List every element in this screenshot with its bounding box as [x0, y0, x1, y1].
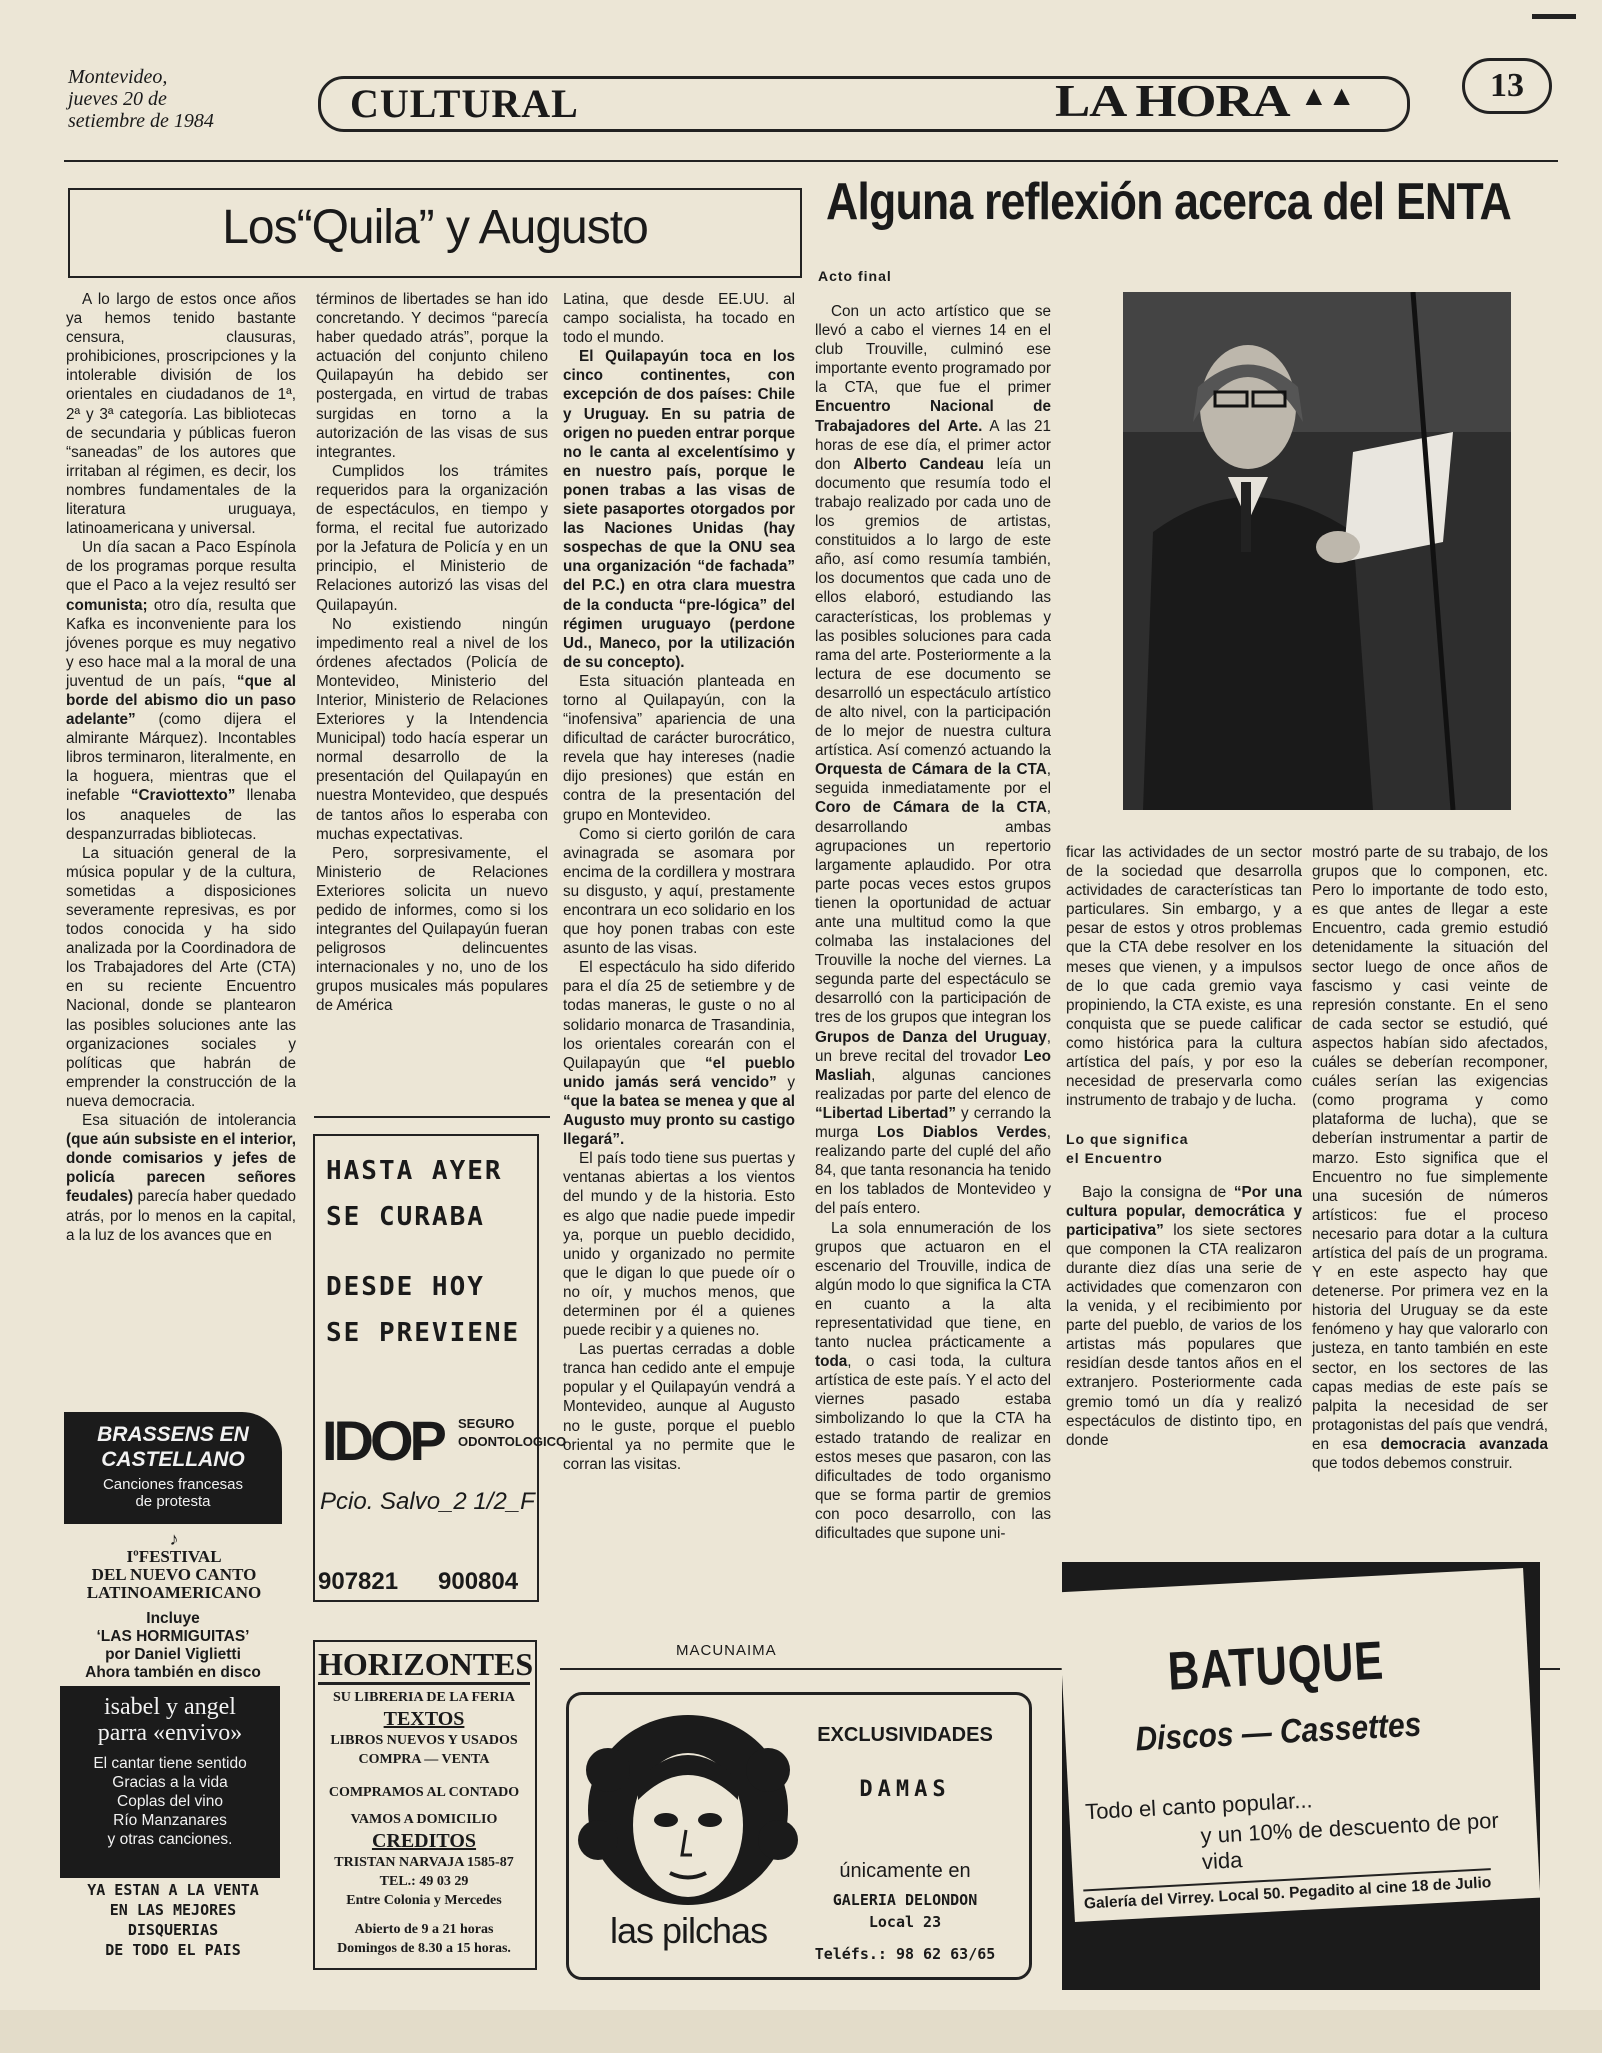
dateline-day: jueves 20 de: [68, 88, 167, 110]
photo-alberto-candeau: [1123, 292, 1511, 810]
paragraph: términos de libertades se han ido concretando. Y decimos “parecía haber quedado atrás”, porque la actuación del conjunto chileno Quilapayún ha debido ser postergada, en virtud de trabas surgidas en torno a la autorización de las visas de sus integrantes.: [316, 291, 548, 461]
paragraph: Con un acto artístico que se llevó a cabo el viernes 14 en el club Trouville, culminó ese importante evento programado por la CTA, que fue el primer Encuentro Nacional de Trabajadores del Arte. A las 21 horas de ese día, el primer actor don Alberto Candeau leía un documento que resumía todo el trabajo realizado por cada uno de los gremios de artistas, constituidos a lo largo de este año, así como resumía también, los documentos que cada uno de ellos elaboró, estudiando las características, los problemas y las posibles soluciones para cada rama del arte. Posteriormente a la lectura de ese documento se desarrolló un espectáculo artístico de alto nivel, con la participación de lo mejor de nuestra cultura artística. Así comenzó actuando la Orquesta de Cámara de la CTA, seguida inmediatamente por el Coro de Cámara de la CTA, desarrollando ambas agrupaciones un repertorio largamente aplaudido. Por otra parte pocas veces estos grupos tienen la oportunidad de actuar ante una multitud como la que colmaba las instalaciones del Trouville la noche del viernes. La segunda parte del espectáculo se desarrolló con la participación de tres de los grupos que integran los Grupos de Danza del Uruguay, un breve recital del trovador Leo Masliah, algunas canciones realizadas por parte del elenco de “Libertad Libertad” y cerrando la murga Los Diablos Verdes, realizando parte del cuplé del año 84, que tanta resonancia ha tenido en los tablados de Montevideo y del país entero.: [815, 303, 1052, 1218]
speaker-photo-illustration: [1123, 292, 1511, 810]
header-rule: [64, 160, 1558, 162]
ad-brassens: [64, 1412, 282, 1524]
pilchas-woman-illustration: [578, 1710, 798, 1932]
masthead-arrows-icon: ▲▲: [1300, 80, 1356, 111]
page-number: 13: [1462, 58, 1552, 114]
paragraph: La sola ennumeración de los grupos que actuaron en el escenario del Trouville, indica de algún modo lo que significa la CTA en cuanto a la alta representatividad que tiene, en tanto nuclea prácticamente a toda, o casi toda, la cultura artística de este país. Y el acto del viernes pasado estaba simbolizando lo que la CTA ha estado tratando de realizar en estos meses que pasaron, con las dificultades de todo organismo que se forma partir de gremios con poco desarrollo, con las dificultades que supone uni-: [815, 1219, 1051, 1542]
paragraph: Como si cierto gorilón de cara avinagrada se asomara por encima de la cordillera y mostrara su disgusto, y aquí, prestamente encontrara un eco solidario en los que hoy ponen trabas con este asunto de las visas.: [563, 825, 795, 958]
section-title: CULTURAL: [350, 81, 579, 126]
byline: MACUNAIMA: [676, 1642, 777, 1659]
idop-phone-2: 900804: [438, 1568, 519, 1595]
paragraph: El Quilapayún toca en los cinco continentes, con excepción de dos países: Chile y Uruguay. En su patria de origen no pueden entrar porque no le canta al excelentísimo y en nuestro país, porque le ponen trabas a las visas de siete pasaportes otorgados por las Naciones Unidas (hay sospechas de que la ONU sea una organización “de fachada” del P.C.) en otra clara muestra de la conducta “pre-lógica” del régimen uruguayo (perdone Ud., Maneco, por la utilización de su concepto).: [563, 348, 796, 671]
brassens-includes: Incluye ‘LAS HORMIGUITAS’ por Daniel Viglietti Ahora también en disco: [85, 1610, 261, 1681]
idop-logo: IDOP: [322, 1409, 443, 1472]
horizontes-details: SU LIBRERIA DE LA FERIA TEXTOS LIBROS NUEVOS Y USADOS COMPRA — VENTA COMPRAMOS AL CONTADO VAMOS A DOMICILIO CREDITOS TRISTAN NARVAJA 1585-87 TEL.: 49 03 29 Entre Colonia y Mercedes Abierto de 9 a 21 horas Domingos de 8.30 a 15 horas.: [328, 1690, 520, 1956]
parra-title: isabel y angel parra «envivo»: [97, 1694, 243, 1746]
paragraph: El país todo tiene sus puertas y ventanas abiertas a los vientos del mundo y de la historia. Esto es algo que nadie puede impedir ya, porque un pueblo decidido, unido y organizado no permite que le digan lo que puede oír o no oír, y muchos menos, que determinen por él a quienes puede recibir y a quienes no.: [563, 1150, 795, 1340]
article2-column-1: [815, 302, 1051, 1543]
paragraph: El espectáculo ha sido diferido para el día 25 de setiembre y de todas maneras, le guste o no al solidario monarca de Trasandinia, los orientales corearán con el Quilapayún que “el pueblo unido jamás será vencido” y “que la batea se menea y que al Augusto muy pronto su castigo llegará”.: [563, 959, 795, 1149]
article1-column-3: [563, 290, 795, 1474]
paragraph: Pero, sorpresivamente, el Ministerio de Relaciones Exteriores solicita un nuevo pedido de informes, como si los integrantes del Quilapayún fueran peligrosos delincuentes internacionales y no, uno de los grupos musicales más populares de América: [316, 844, 548, 1015]
batuque-address: Galería del Virrey. Local 50. Pegadito al cine 18 de Julio: [1083, 1868, 1491, 1913]
idop-address: Pcio. Salvo_2 1/2_F: [320, 1488, 535, 1515]
article2-subhead-acto: Acto final: [818, 268, 892, 284]
top-corner-mark: [1532, 14, 1576, 19]
festival-guitar-icon: ♪: [169, 1529, 179, 1549]
ad-isabel-angel-parra: [60, 1686, 280, 1878]
parra-footer: YA ESTAN A LA VENTA EN LAS MEJORES DISQUERIAS DE TODO EL PAIS: [87, 1881, 259, 1959]
batuque-line-2: y un 10% de descuento de por vida: [1199, 1807, 1500, 1875]
column-divider: [314, 1116, 550, 1118]
dateline-month: setiembre de 1984: [68, 110, 214, 132]
article1-column-1: [66, 290, 296, 1245]
idop-phone-1: 907821: [318, 1568, 399, 1595]
idop-tagline: SEGURO ODONTOLOGICO: [458, 1416, 567, 1449]
paragraph: Cumplidos los trámites requeridos para la organización de espectáculos, en tiempo y forma, el recital fue autorizado por la Jefatura de Policía y en un principio, el Ministerio de Relaciones autorizó las visas del Quilapayún.: [316, 462, 548, 614]
article1-column-2: [316, 290, 548, 1016]
horizontes-title: HORIZONTES: [318, 1646, 530, 1685]
batuque-line-1: Todo el canto popular...: [1084, 1787, 1314, 1825]
paragraph: La situación general de la música popular y de la cultura, sometidas a disposiciones severamente represivas, es por todos conocida y ha sido analizada por la Coordinadora de los Trabajadores del Arte (CTA) en su reciente Encuentro Nacional, donde se plantearon las posibles soluciones ante las organizaciones sociales y políticas que habrán de emprender la construcción de la nueva democracia.: [66, 844, 296, 1110]
dateline: [68, 66, 214, 132]
paragraph: mostró parte de su trabajo, de los grupos que lo componen, etc. Pero lo importante de todo esto, es que antes de llegar a este Encuentro, cada gremio estudió detenidamente la situación del sector luego de once años de fascismo y casi veinte de represión constante. En el seno de cada sector se estudió, qué aspectos habían sido afectados, cuáles se deberían recomponer, cuáles serían las exigencias (como programa y como plataforma de lucha), que se deberían instrumentar a partir de marzo. Esto significa que el Encuentro no fue simplemente una sucesión de números artísticos: fue el proceso necesario para dotar a la cultura artística del país de un programa. Y en este aspecto hay que detenerse. Por primera vez en la historia del Uruguay se da este fenómeno y hay que valorarlo con justeza, en tanto también en este sector, en los sectores de las capas medias de este país se palpita la necesidad de ser protagonistas del país que vendrá, en esa democracia avanzada que todos debemos construir.: [1312, 844, 1548, 1472]
paragraph: Esa situación de intolerancia (que aún subsiste en el interior, donde comisarios y jefes de policía parecen señores feudales) parecía haber quedado atrás, por lo menos en la capital, a la luz de los avances que en: [66, 1112, 296, 1244]
page-bottom-edge: [0, 2010, 1602, 2053]
article2-column-2: [1066, 843, 1302, 1450]
dateline-city: Montevideo,: [68, 66, 168, 88]
pilchas-text: EXCLUSIVIDADES DAMAS únicamente en GALERIA DELONDON Local 23 Teléfs.: 98 62 63/65: [814, 1724, 996, 1963]
pilchas-portrait: [578, 1710, 798, 1932]
masthead-logo: LA HORA: [1055, 75, 1290, 126]
batuque-title: BATUQUE: [1166, 1630, 1386, 1702]
parra-songs: El cantar tiene sentido Gracias a la vida Coplas del vino Río Manzanares y otras canciones.: [93, 1755, 247, 1848]
pilchas-brand: las pilchas: [610, 1910, 768, 1951]
festival-logo: ♪ IºFESTIVAL DEL NUEVO CANTO LATINOAMERICANO: [66, 1530, 282, 1602]
article2-column-3: [1312, 843, 1548, 1473]
paragraph: ficar las actividades de un sector de la sociedad que desarrolla actividades de características tan particulares. Sin embargo, y a pesar de estos y otros problemas que la CTA debe resolver en los meses que vienen, y a impulsos de lo que cada gremio vaya propiniendo, la CTA existe, es una conquista que se puede calificar como histórica para la cultura artística del país, y por eso la necesidad de preservarla como instrumento de trabajo y de lucha.: [1066, 844, 1302, 1110]
article1-title: Los“Quila” y Augusto: [222, 201, 648, 254]
paragraph: Bajo la consigna de “Por una cultura popular, democrática y participativa” los siete sectores que componen la CTA realizaron durante diez días una serie de actividades que comenzaron con la venida, y el recibimiento por parte del pueblo, de varios de los artistas más populares que residían desde tantos años en el extranjero. Posteriormente cada gremio tomó un día y realizó espectáculos de distinto tipo, en donde: [1066, 1183, 1302, 1449]
paragraph: A lo largo de estos once años ya hemos tenido bastante censura, clausuras, prohibiciones, proscripciones y la intolerable división de los orientales en ciudadanos de 1ª, 2ª y 3ª categoría. Las bibliotecas de secundaria y públicas fueron “saneadas” de los autores que irritaban al régimen, es decir, los nombres fundamentales de la literatura uruguaya, latinoamericana y universal.: [66, 291, 296, 538]
paragraph: Esta situación planteada en torno al Quilapayún, con la “inofensiva” apariencia de una dificultad de carácter burocrático, revela que hay intereses (nadie dijo presiones) que están en contra de la presentación del grupo en Montevideo.: [563, 672, 795, 824]
paragraph: Un día sacan a Paco Espínola de los programas porque resulta que el Paco a la vejez resultó ser comunista; otro día, resulta que Kafka es inconveniente para los jóvenes porque es muy negativo y eso hace mal a la moral de una juventud de un país, “que al borde del abismo dio un paso adelante” (como dijera el almirante Márquez). Incontables libros terminaron, literalmente, en la hoguera, mientras que el inefable “Craviottexto” llenaba los anaqueles de las despanzurradas bibliotecas.: [66, 539, 296, 843]
paragraph: No existiendo ningún impedimento real a nivel de los órdenes afectados (Policía de Montevideo, Ministerio del Interior, Ministerio de Relaciones Exteriores y la Intendencia Municipal) todo hacía esperar un normal desarrollo de la presentación del Quilapayún en nuestra Montevideo, que después de tantos años lo esperaba con muchas expectativas.: [316, 615, 548, 843]
brassens-subtitle: Canciones francesas de protesta: [102, 1476, 244, 1510]
article2-title: Alguna reflexión acerca del ENTA: [826, 173, 1511, 231]
batuque-card: [1058, 1568, 1541, 1922]
paragraph: Las puertas cerradas a doble tranca han cedido ante el empuje popular y el Quilapayún vendrá a Montevideo, aunque al Augusto no le guste, porque el pueblo oriental ya no permite que le corran las visitas.: [563, 1341, 795, 1473]
article2-subhead-encuentro: Lo que significa el Encuentro: [1066, 1131, 1189, 1167]
brassens-title: BRASSENS EN CASTELLANO: [97, 1423, 249, 1471]
batuque-subtitle: Discos — Cassettes: [1134, 1705, 1423, 1759]
ad-idop-slogan: HASTA AYER SE CURABA DESDE HOY SE PREVIENE: [326, 1156, 521, 1348]
paragraph: Latina, que desde EE.UU. al campo socialista, ha tocado en todo el mundo.: [563, 291, 795, 347]
